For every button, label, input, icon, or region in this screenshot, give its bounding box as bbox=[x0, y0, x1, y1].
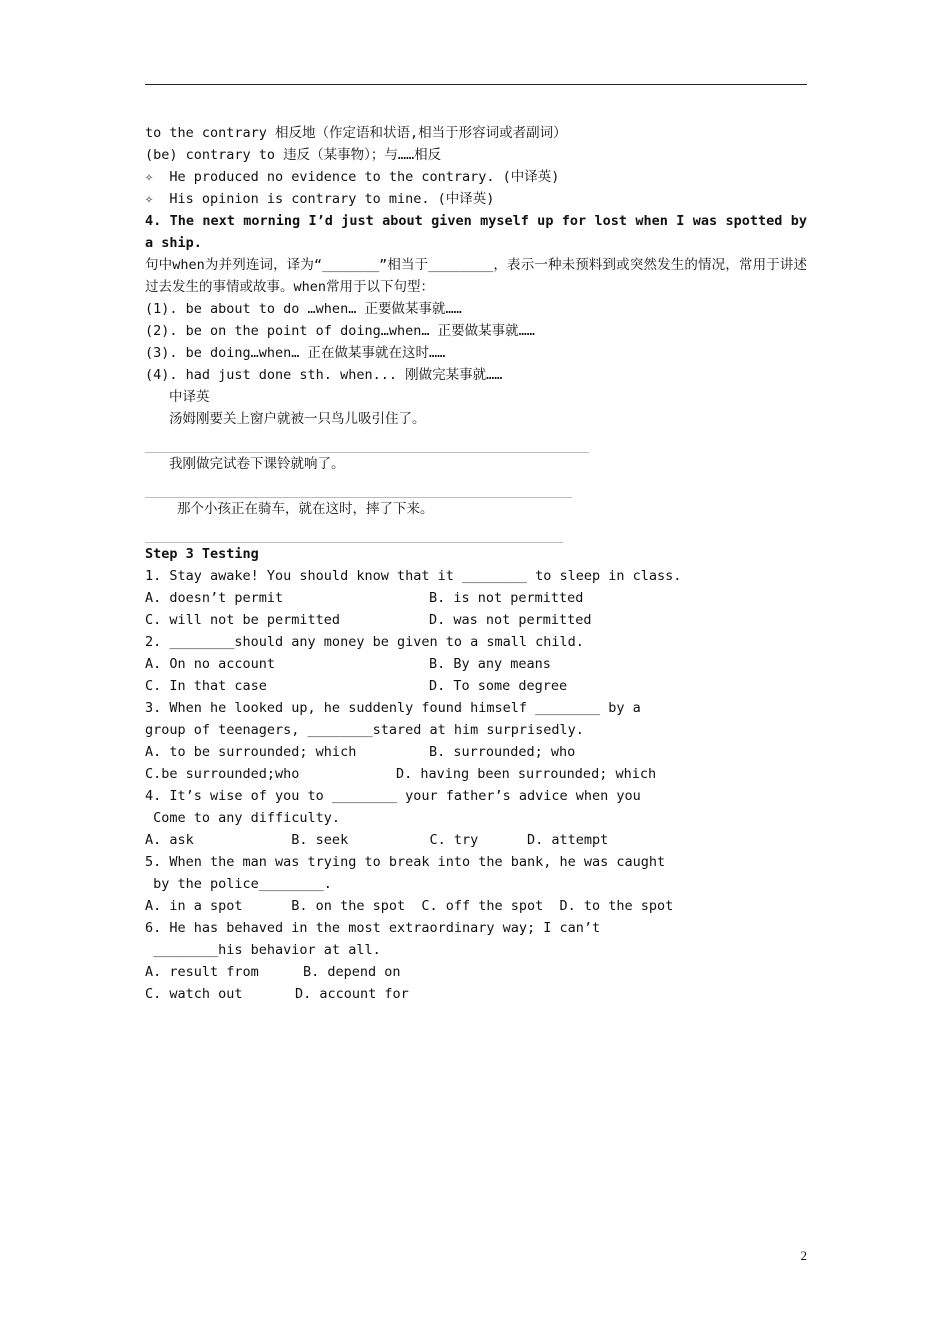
option[interactable]: A. result from bbox=[145, 964, 259, 980]
question: 6. He has behaved in the most extraordinary way; I can’t bbox=[145, 920, 601, 936]
option[interactable]: B. By any means bbox=[429, 656, 551, 672]
translate-sentence: 那个小孩正在骑车，就在这时，摔了下来。 bbox=[177, 501, 434, 517]
question: 5. When the man was trying to break into the bank, he was caught bbox=[145, 854, 666, 870]
question: Come to any difficulty. bbox=[145, 810, 341, 826]
option-row[interactable]: A. ask B. seek C. try D. attempt bbox=[145, 832, 609, 848]
option[interactable]: C.be surrounded;who bbox=[145, 766, 300, 782]
question: ________his behavior at all. bbox=[145, 942, 381, 958]
answer-line[interactable] bbox=[145, 475, 572, 498]
translate-sentence: 我刚做完试卷下课铃就响了。 bbox=[169, 456, 345, 472]
note-line: to the contrary 相反地（作定语和状语,相当于形容词或者副词） bbox=[145, 125, 567, 141]
pattern-item: (1). be about to do …when… 正要做某事就…… bbox=[145, 301, 462, 317]
question: 2. ________should any money be given to a small child. bbox=[145, 634, 584, 650]
translate-label: 中译英 bbox=[169, 389, 210, 405]
point-explanation: 句中when为并列连词，译为“_______”相当于________，表示一种未预料到或突然发生的情况，常用于讲述过去发生的事情或故事。when常用于以下句型： bbox=[145, 257, 807, 295]
option-row bbox=[145, 609, 807, 631]
answer-line[interactable] bbox=[145, 430, 589, 453]
option[interactable]: B. surrounded; who bbox=[429, 744, 576, 760]
question: 1. Stay awake! You should know that it ________ to sleep in class. bbox=[145, 568, 682, 584]
option[interactable]: D. To some degree bbox=[429, 678, 568, 694]
option[interactable]: C. In that case bbox=[145, 678, 267, 694]
option[interactable]: C. watch out bbox=[145, 986, 243, 1002]
option[interactable]: C. will not be permitted bbox=[145, 612, 341, 628]
translate-sentence: 汤姆刚要关上窗户就被一只鸟儿吸引住了。 bbox=[169, 411, 426, 427]
pattern-item: (2). be on the point of doing…when… 正要做某事就…… bbox=[145, 323, 535, 339]
option[interactable]: A. On no account bbox=[145, 656, 276, 672]
question: group of teenagers, ________stared at him surprisedly. bbox=[145, 722, 584, 738]
option-row bbox=[145, 653, 807, 675]
example-line: ✧ His opinion is contrary to mine. (中译英) bbox=[145, 191, 495, 207]
page-number: 2 bbox=[800, 1248, 807, 1263]
option[interactable]: B. depend on bbox=[303, 964, 401, 980]
option-row bbox=[145, 587, 807, 609]
question: 3. When he looked up, he suddenly found himself ________ by a bbox=[145, 700, 641, 716]
option[interactable]: A. doesn’t permit bbox=[145, 590, 284, 606]
pattern-item: (3). be doing…when… 正在做某事就在这时…… bbox=[145, 345, 446, 361]
option-row bbox=[145, 675, 807, 697]
point-heading: 4. The next morning I’d just about given myself up for lost when I was spotted by a ship. bbox=[145, 213, 807, 251]
option-row bbox=[145, 961, 807, 983]
option[interactable]: D. account for bbox=[295, 986, 409, 1002]
document-body bbox=[145, 122, 807, 1005]
answer-line[interactable] bbox=[145, 520, 563, 543]
pattern-item: (4). had just done sth. when... 刚做完某事就…… bbox=[145, 367, 503, 383]
note-line: (be) contrary to 违反（某事物）；与……相反 bbox=[145, 147, 442, 163]
question: 4. It’s wise of you to ________ your father’s advice when you bbox=[145, 788, 641, 804]
section-heading: Step 3 Testing bbox=[145, 546, 259, 562]
option-row[interactable]: A. in a spot B. on the spot C. off the spot D. to the spot bbox=[145, 898, 674, 914]
option-row bbox=[145, 741, 807, 763]
example-line: ✧ He produced no evidence to the contrary. (中译英) bbox=[145, 169, 560, 185]
option-row bbox=[145, 763, 807, 785]
option[interactable]: D. having been surrounded; which bbox=[396, 766, 657, 782]
option[interactable]: A. to be surrounded; which bbox=[145, 744, 357, 760]
question: by the police________. bbox=[145, 876, 332, 892]
header-rule bbox=[145, 84, 807, 85]
option[interactable]: D. was not permitted bbox=[429, 612, 592, 628]
option[interactable]: B. is not permitted bbox=[429, 590, 584, 606]
option-row bbox=[145, 983, 807, 1005]
